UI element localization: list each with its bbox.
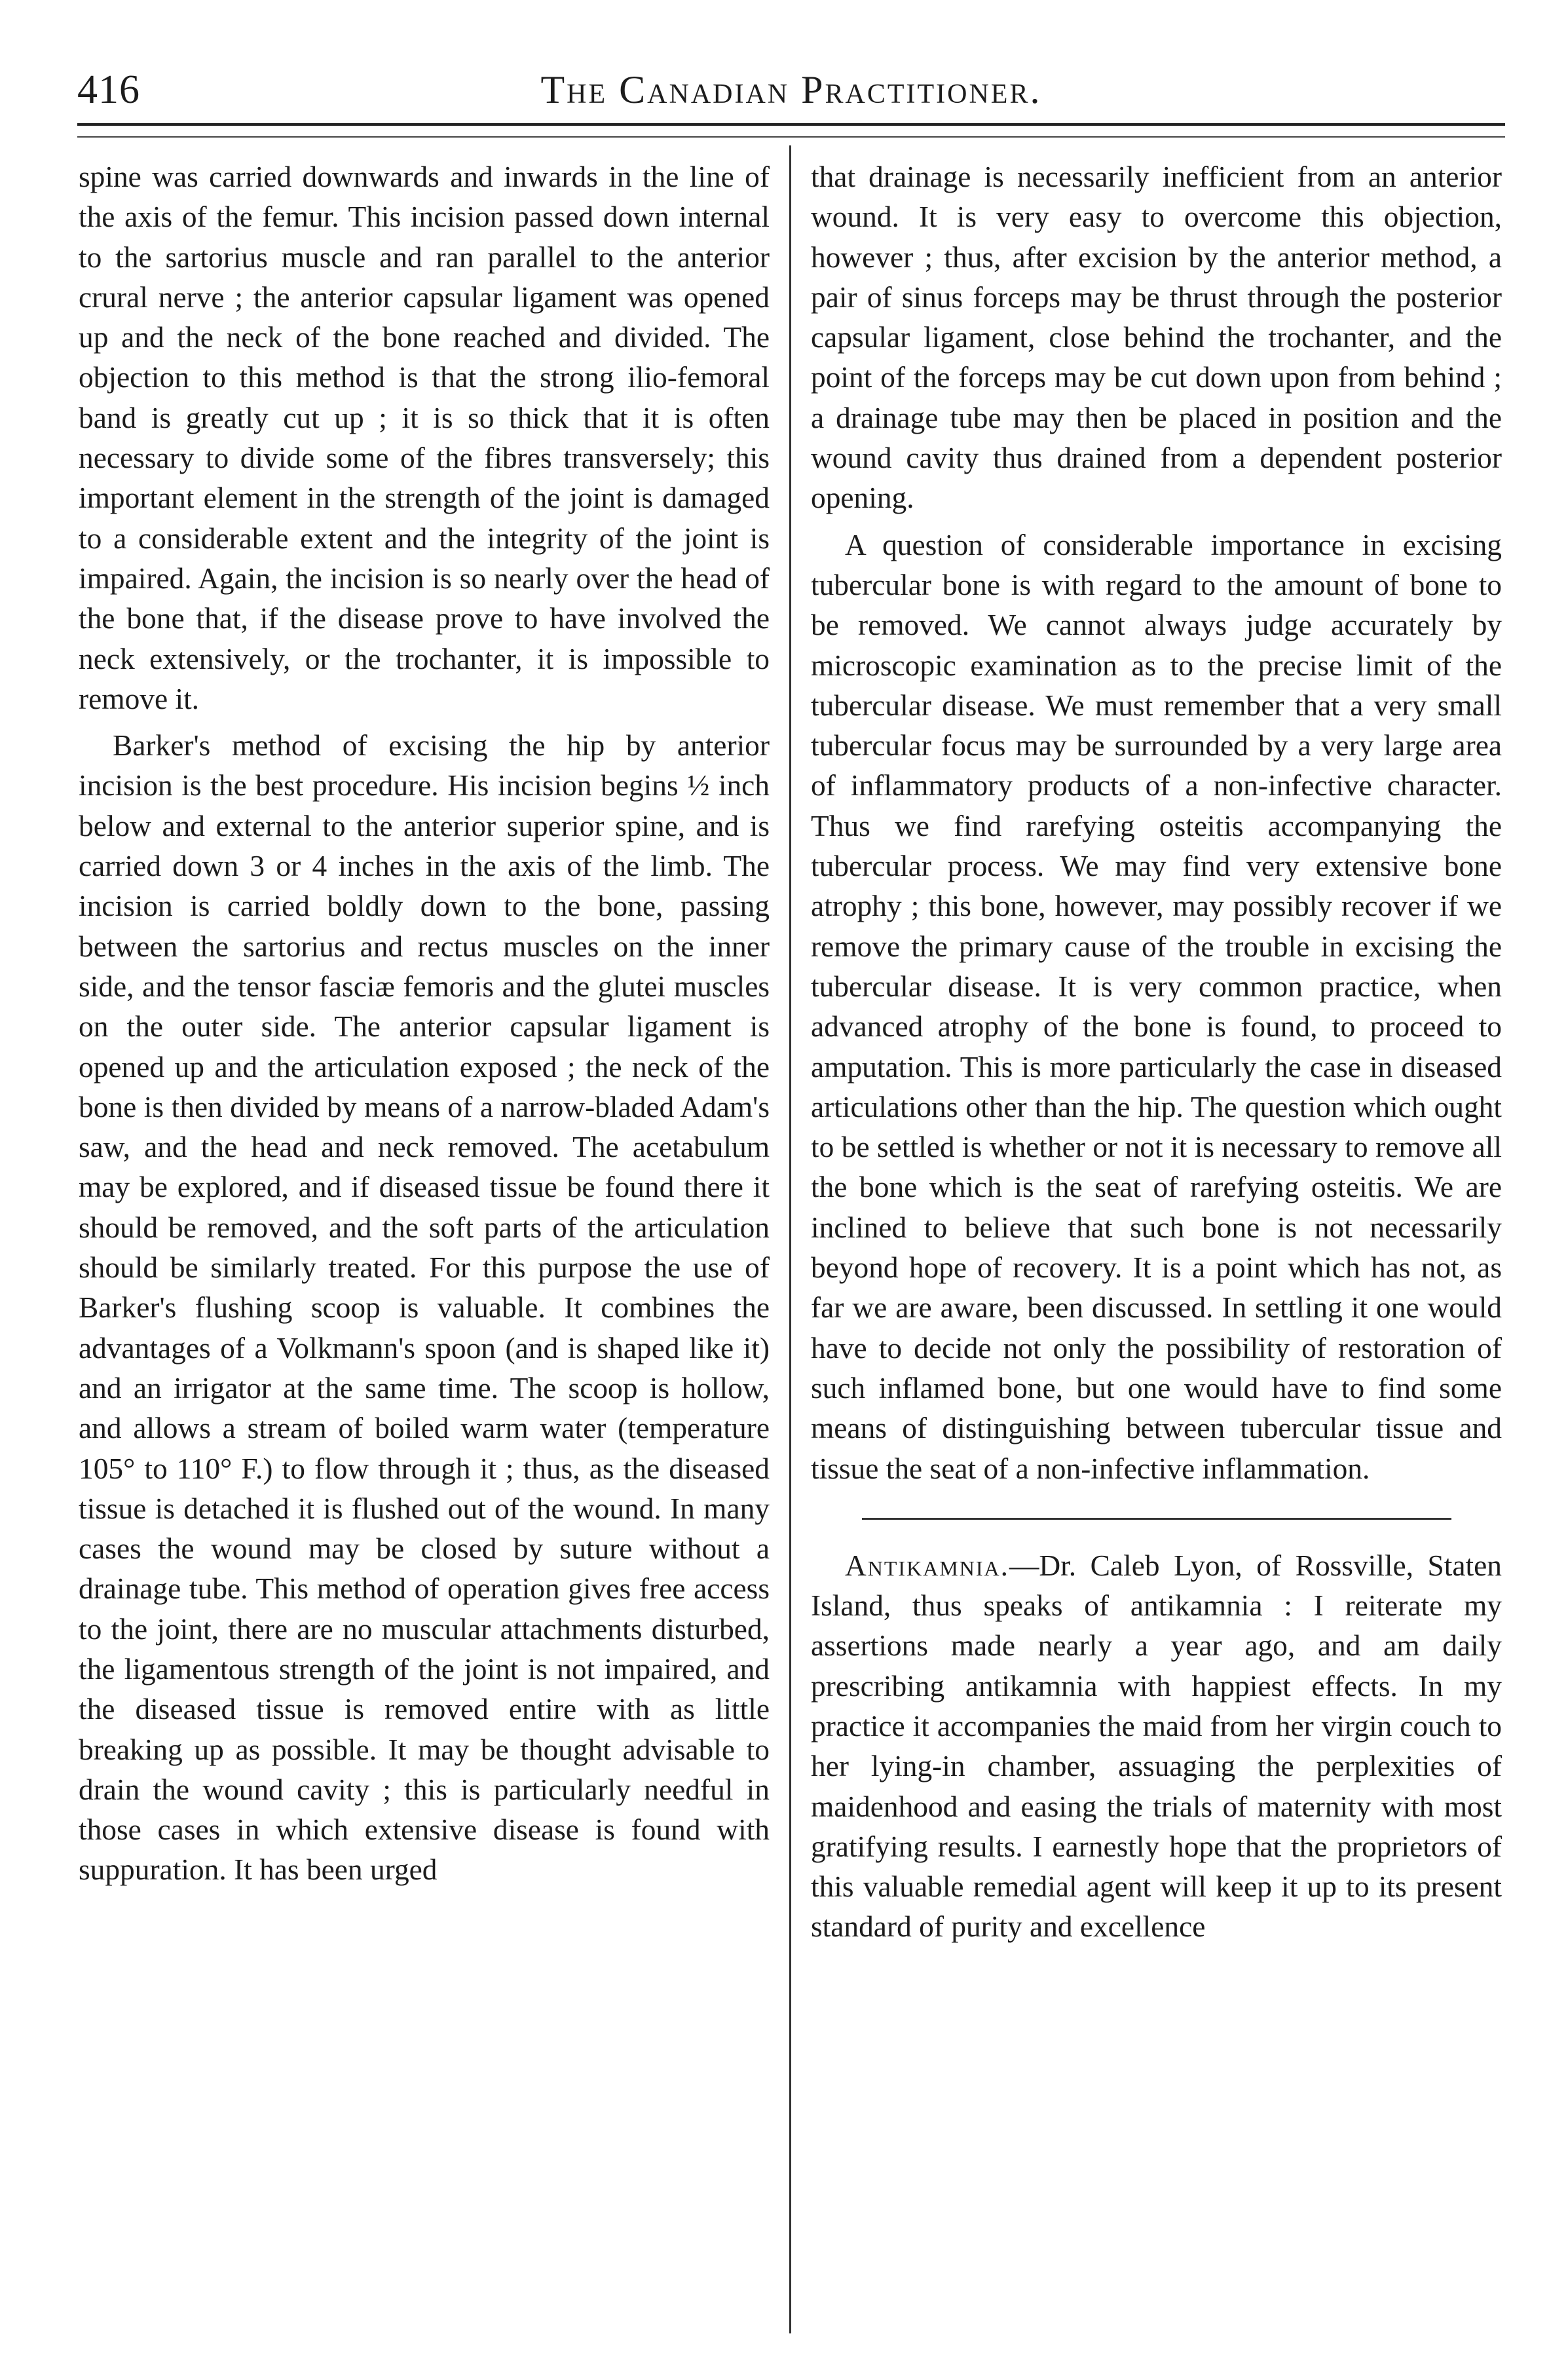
page-header (77, 60, 1505, 119)
paragraph: Barker's method of excising the hip by anterior incision is the best procedure. His incision begins ½ inch below and external to the anterior superior spine, and is carried down 3 or 4 inches in the axis of the limb. The incision is carried boldly down to the bone, passing between the sartorius and rectus muscles on the inner side, and the tensor fasciæ femoris and the glutei muscles on the outer side. The anterior capsular ligament is opened up and the articulation exposed ; the neck of the bone is then divided by means of a narrow-bladed Adam's saw, and the head and neck removed. The acetabulum may be explored, and if diseased tissue be found there it should be removed, and the soft parts of the articulation should be similarly treated. For this purpose the use of Barker's flushing scoop is valuable. It combines the advantages of a Volkmann's spoon (and is shaped like it) and an irrigator at the same time. The scoop is hollow, and allows a stream of boiled warm water (temperature 105° to 110° F.) to flow through it ; thus, as the diseased tissue is detached it is flushed out of the wound. In many cases the wound may be closed by suture without a drainage tube. This method of operation gives free access to the joint, there are no muscular attachments disturbed, the ligamentous strength of the joint is not impaired, and the diseased tissue is removed entire with as little breaking up as possible. It may be thought advisable to drain the wound cavity ; this is particularly needful in those cases in which extensive disease is found with suppuration. It has been urged (79, 729, 770, 1887)
section-divider (862, 1518, 1451, 1520)
paragraph: that drainage is necessarily inefficient from an anterior wound. It is very easy to overcome this objection, however ; thus, after excision by the anterior method, a pair of sinus forceps may be thrust through the posterior capsular ligament, close behind the trochanter, and the point of the forceps may be cut down upon from behind ; a drainage tube may then be placed in position and the wound cavity thus drained from a dependent posterior opening. (811, 160, 1502, 515)
antikamnia-text: —Dr. Caleb Lyon, of Rossville, Staten Island, thus speaks of antikamnia : I reiterate my assertions made nearly a year ago, and am daily prescribing antikamnia with happiest effects. In my practice it accompanies the maid from her virgin couch to her lying-in chamber, assuaging the perplexities of maidenhood and easing the trials of maternity with most gratifying results. I earnestly hope that the proprietors of this valuable remedial agent will keep it up to its present standard of purity and excellence (811, 1549, 1502, 1944)
paragraph: spine was carried downwards and inwards in the line of the axis of the femur. This incision passed down internal to the sartorius muscle and ran parallel to the anterior crural nerve ; the anterior capsular ligament was opened up and the neck of the bone reached and divided. The objection to this method is that the strong ilio-femoral band is greatly cut up ; it is so thick that it is often necessary to divide some of the fibres transversely; this important element in the strength of the joint is damaged to a considerable extent and the integrity of the joint is impaired. Again, the incision is so nearly over the head of the bone that, if the disease prove to have involved the neck extensively, or the trochanter, it is impossible to remove it. (79, 160, 770, 715)
paragraph: A question of considerable importance in excising tubercular bone is with regard to the amount of bone to be removed. We cannot always judge accurately by microscopic examination as to the precise limit of the tubercular disease. We must remember that a very small tubercular focus may be surrounded by a very large area of inflammatory products of a non-infective character. Thus we find rarefying osteitis accompanying the tubercular process. We may find very extensive bone atrophy ; this bone, however, may possibly recover if we remove the primary cause of the trouble in excising the tubercular disease. It is very common practice, when advanced atrophy of the bone is found, to proceed to amputation. This is more particularly the case in diseased articulations other than the hip. The question which ought to be settled is whether or not it is necessary to remove all the bone which is the seat of rarefying osteitis. We are inclined to believe that such bone is not necessarily beyond hope of recovery. It is a point which has not, as far we are aware, been discussed. In settling it one would have to decide not only the possibility of restoration of such inflamed bone, but one would have to find some means of distinguishing between tubercular tissue and tissue the seat of a non-infective inflammation. (811, 528, 1502, 1485)
right-column (811, 157, 1502, 1948)
running-title: The Canadian Practitioner. (540, 68, 1042, 111)
column-divider (789, 145, 791, 2333)
page-number: 416 (77, 67, 140, 112)
left-column (79, 157, 770, 1891)
antikamnia-heading: Antikamnia. (845, 1549, 1009, 1582)
antikamnia-paragraph (811, 1546, 1502, 1948)
header-rule-thin (77, 136, 1505, 138)
header-rule (77, 123, 1505, 126)
